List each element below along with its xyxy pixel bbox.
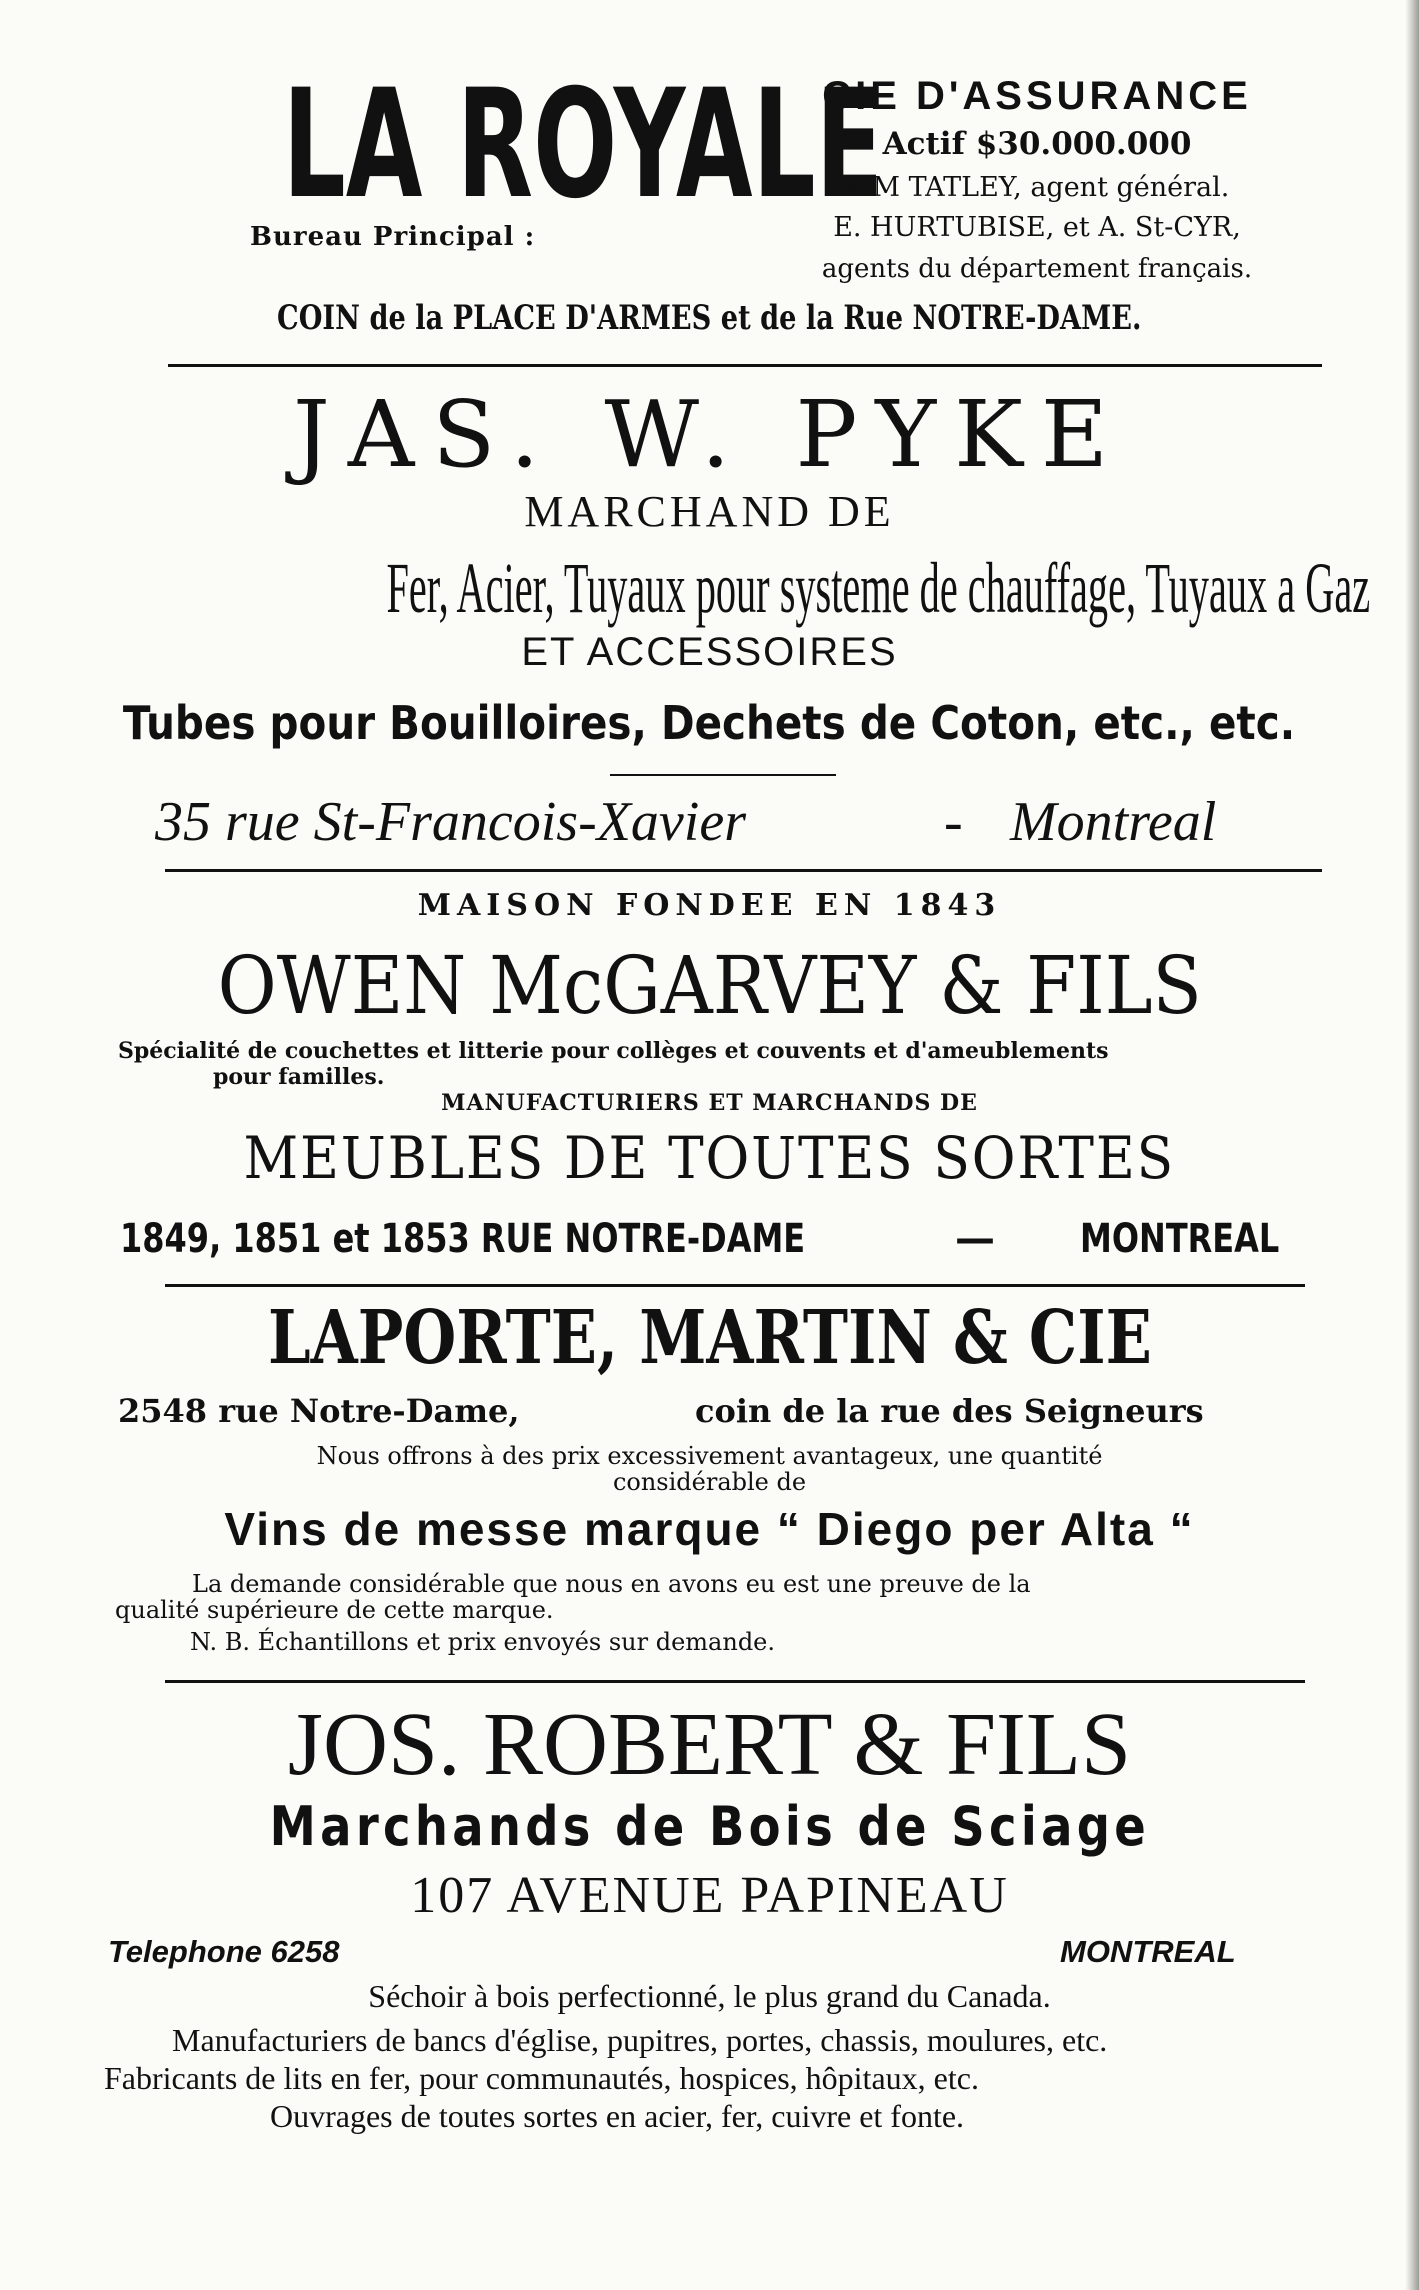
royale-name: LA ROYALE — [282, 58, 884, 232]
royale-office-address: COIN de la PLACE D'ARMES et de la Rue NOTRE-DAME. — [277, 298, 1142, 338]
robert-name: JOS. ROBERT & FILS — [287, 1695, 1132, 1794]
pyke-accessories: ET ACCESSOIRES — [521, 630, 898, 674]
divider-rule — [165, 869, 1322, 872]
divider-rule — [168, 364, 1322, 367]
pyke-city: Montreal — [1010, 791, 1217, 853]
short-rule — [610, 774, 836, 776]
mcgarvey-specialty-line2: pour familles. — [213, 1064, 385, 1090]
pyke-separator: - — [944, 791, 963, 853]
mcgarvey-city: MONTREAL — [1080, 1216, 1280, 1262]
royale-general-agent: WM TATLEY, agent général. — [844, 172, 1230, 203]
robert-beds: Fabricants de lits en fer, pour communautés, hospices, hôpitaux, etc. — [104, 2060, 979, 2096]
robert-works: Ouvrages de toutes sortes en acier, fer, cuivre et fonte. — [270, 2098, 965, 2134]
laporte-name: LAPORTE, MARTIN & CIE — [267, 1295, 1152, 1381]
divider-rule — [165, 1680, 1305, 1683]
pyke-trade: MARCHAND DE — [524, 487, 895, 536]
laporte-corner: coin de la rue des Seigneurs — [695, 1392, 1204, 1430]
mcgarvey-name: OWEN McGARVEY & FILS — [217, 939, 1202, 1032]
robert-address: 107 AVENUE PAPINEAU — [410, 1867, 1009, 1924]
pyke-goods: Fer, Acier, Tuyaux pour systeme de chauffage, Tuyaux a Gaz — [386, 548, 1371, 628]
royale-assets: Actif $30.000.000 — [882, 126, 1192, 162]
robert-trade: Marchands de Bois de Sciage — [269, 1795, 1150, 1858]
royale-company: CIE D'ASSURANCE — [822, 74, 1252, 118]
mcgarvey-trade: MANUFACTURIERS ET MARCHANDS DE — [441, 1090, 978, 1116]
laporte-proof-line1: La demande considérable que nous en avons eu est une preuve de la — [192, 1570, 1031, 1598]
laporte-proof-line2: qualité supérieure de cette marque. — [115, 1596, 554, 1624]
mcgarvey-address: 1849, 1851 et 1853 RUE NOTRE-DAME — [120, 1216, 806, 1262]
divider-rule — [165, 1284, 1305, 1287]
laporte-offer-line2: considérable de — [612, 1468, 807, 1496]
robert-manufacture: Manufacturiers de bancs d'église, pupitres, portes, chassis, moulures, etc. — [172, 2022, 1108, 2058]
pyke-products: Tubes pour Bouilloires, Dechets de Coton, etc., etc. — [123, 696, 1296, 750]
pyke-address: 35 rue St-Francois-Xavier — [155, 791, 746, 853]
royale-office-label: Bureau Principal : — [250, 222, 536, 252]
laporte-address: 2548 rue Notre-Dame, — [118, 1392, 520, 1430]
laporte-samples: N. B. Échantillons et prix envoyés sur demande. — [190, 1628, 776, 1656]
royale-agents-role: agents du département français. — [821, 254, 1253, 284]
robert-city: MONTREAL — [1060, 1934, 1236, 1969]
laporte-offer-line1: Nous offrons à des prix excessivement avantageux, une quantité — [316, 1442, 1103, 1470]
robert-dryer: Séchoir à bois perfectionné, le plus grand du Canada. — [368, 1978, 1051, 2014]
pyke-name: JAS. W. PYKE — [292, 381, 1127, 488]
mcgarvey-founded: MAISON FONDEE EN 1843 — [417, 888, 1002, 923]
mcgarvey-goods: MEUBLES DE TOUTES SORTES — [243, 1124, 1176, 1192]
mcgarvey-separator: — — [955, 1216, 995, 1262]
laporte-wine: Vins de messe marque “ Diego per Alta “ — [224, 1503, 1195, 1555]
royale-agents-names: E. HURTUBISE, et A. St-CYR, — [833, 212, 1241, 243]
robert-telephone: Telephone 6258 — [108, 1934, 340, 1969]
mcgarvey-specialty-line1: Spécialité de couchettes et litterie pour collèges et couvents et d'ameublements — [118, 1038, 1109, 1064]
